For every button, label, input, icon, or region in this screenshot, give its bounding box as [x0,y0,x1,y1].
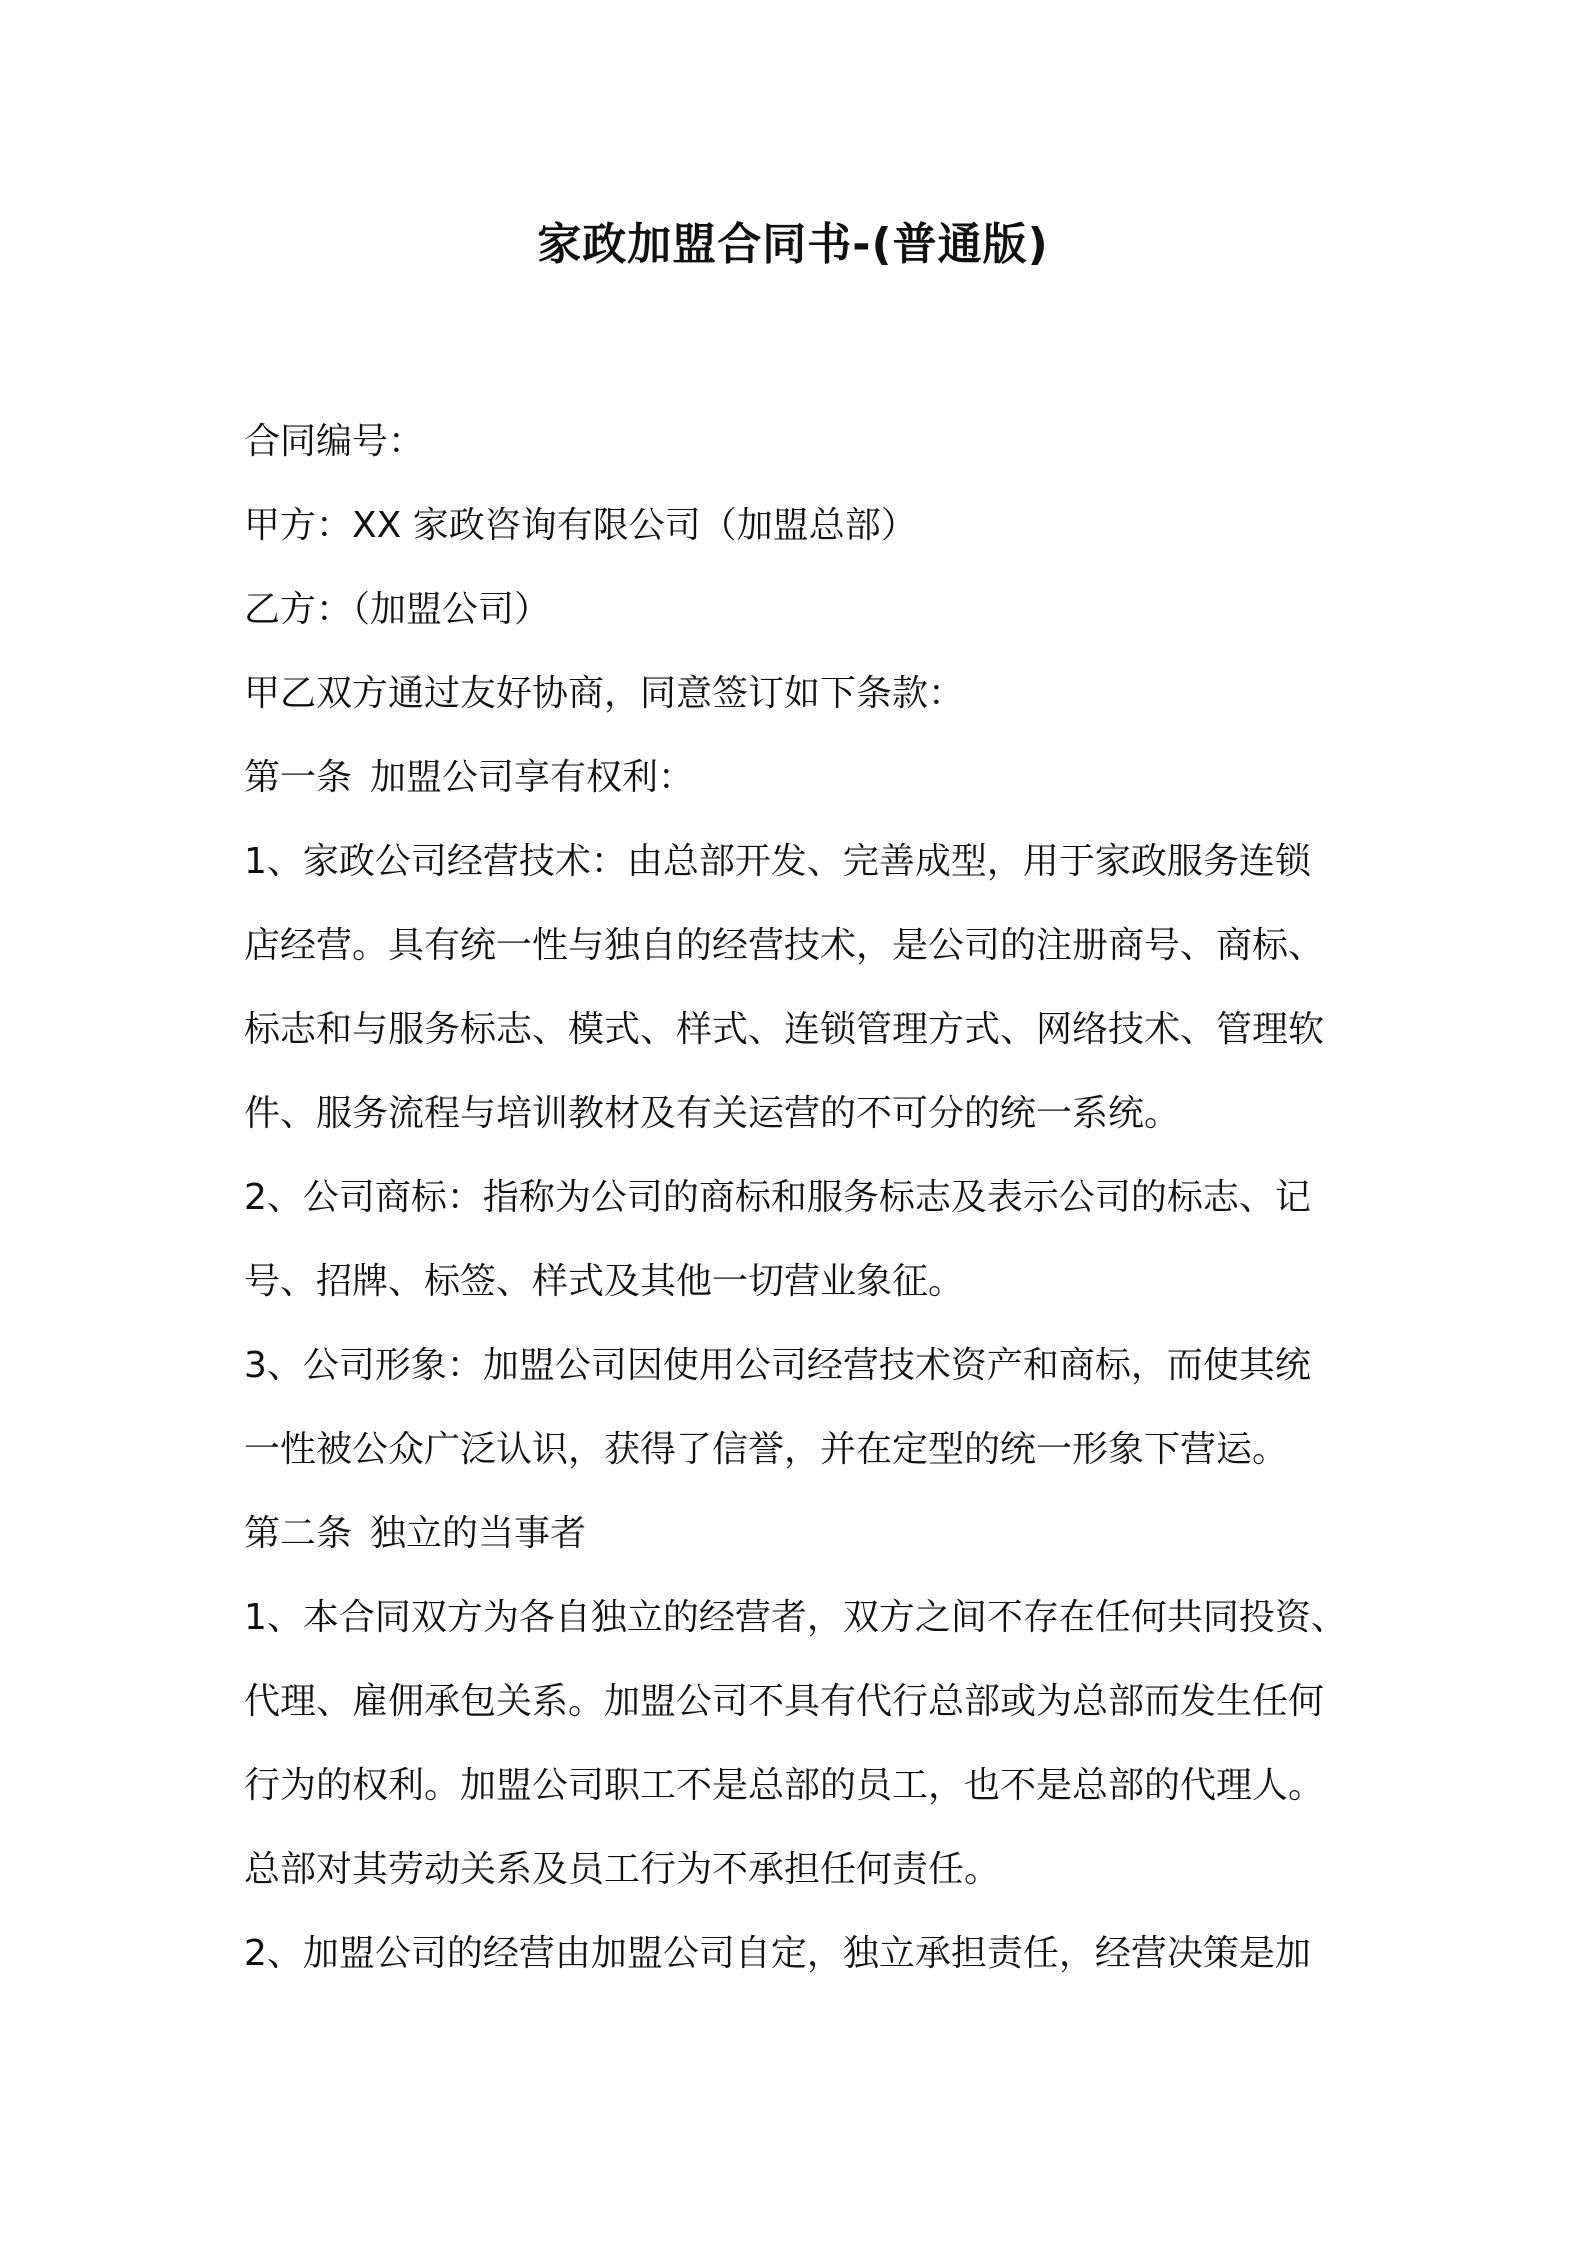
article-1-line: 1、家政公司经营技术：由总部开发、完善成型，用于家政服务连锁 [244,841,1311,882]
article-2-line: 代理、雇佣承包关系。加盟公司不具有代行总部或为总部而发生任何 [244,1681,1325,1722]
document-body [244,400,1364,1996]
article-2-heading [244,1492,1364,1576]
article-1-line: 标志和与服务标志、模式、样式、连锁管理方式、网络技术、管理软 [244,1009,1325,1050]
article-1-line: 一性被公众广泛认识，获得了信誉，并在定型的统一形象下营运。 [244,1429,1289,1470]
agreement-intro-line: 甲乙双方通过友好协商，同意签订如下条款： [244,673,965,714]
article-1-line: 件、服务流程与培训教材及有关运营的不可分的统一系统。 [244,1093,1181,1134]
party-a-line: 甲方：XX 家政咨询有限公司（加盟总部） [244,505,917,546]
article-2-line: 总部对其劳动关系及员工行为不承担任何责任。 [244,1849,1001,1890]
article-1-number: 第一条 [244,757,353,798]
article-1-heading [244,736,1364,820]
article-2-line: 行为的权利。加盟公司职工不是总部的员工，也不是总部的代理人。 [244,1765,1325,1806]
article-1-line: 2、公司商标：指称为公司的商标和服务标志及表示公司的标志、记 [244,1177,1311,1218]
article-2-line: 2、加盟公司的经营由加盟公司自定，独立承担责任，经营决策是加 [244,1933,1311,1974]
article-1-line: 店经营。具有统一性与独自的经营技术，是公司的注册商号、商标、 [244,925,1325,966]
party-b-line: 乙方：（加盟公司） [244,589,551,630]
contract-number-line: 合同编号： [244,421,425,462]
article-2-line: 1、本合同双方为各自独立的经营者，双方之间不存在任何共同投资、 [244,1597,1347,1638]
article-1-title: 加盟公司享有权利： [370,757,695,798]
document-title: 家政加盟合同书-(普通版) [537,219,1049,270]
article-1-line: 3、公司形象：加盟公司因使用公司经营技术资产和商标，而使其统 [244,1345,1311,1386]
article-2-title: 独立的当事者 [370,1513,587,1554]
article-2-number: 第二条 [244,1513,353,1554]
article-1-line: 号、招牌、标签、样式及其他一切营业象征。 [244,1261,965,1302]
